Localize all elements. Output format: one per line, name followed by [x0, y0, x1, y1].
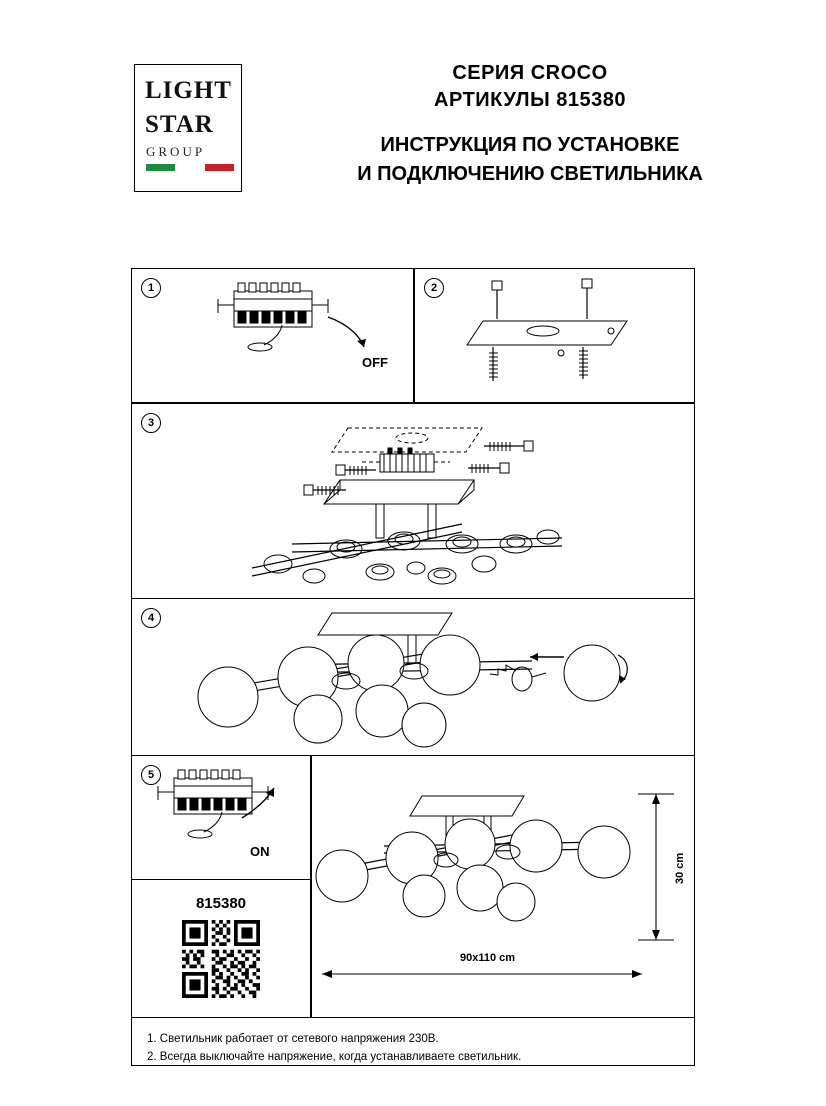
page-header [0, 48, 826, 208]
product-dimensions-illustration [312, 756, 696, 1019]
dimensions-cell [311, 755, 695, 1018]
step-5-badge: 5 [141, 765, 161, 785]
step-1-cell [131, 268, 414, 403]
instruction-title-line1: ИНСТРУКЦИЯ ПО УСТАНОВКЕ [380, 134, 680, 156]
product-code-cell [131, 879, 311, 1018]
qr-code [182, 920, 260, 998]
step-5-illustration [132, 756, 312, 881]
logo-text-group: GROUP [146, 144, 206, 159]
series-name: СЕРИЯ CROCO [452, 62, 608, 84]
article-number: АРТИКУЛЫ 815380 [434, 89, 626, 111]
svg-text:OFF: OFF [362, 355, 388, 370]
logo-text-star: STAR [145, 111, 214, 138]
step-1-illustration [132, 269, 415, 404]
step-2-illustration [415, 269, 696, 404]
step-2-badge: 2 [424, 278, 444, 298]
step-5-cell [131, 755, 311, 880]
step-3-illustration [132, 404, 696, 600]
svg-text:ON: ON [250, 844, 270, 859]
step-4-cell [131, 598, 695, 756]
step-1-badge: 1 [141, 278, 161, 298]
italian-flag-icon [146, 164, 234, 171]
title-block [250, 60, 810, 188]
logo-text-light: LIGHT [145, 77, 232, 104]
brand-logo [134, 64, 242, 192]
instruction-title-line2: И ПОДКЛЮЧЕНИЮ СВЕТИЛЬНИКА [357, 163, 703, 185]
step-4-badge: 4 [141, 608, 161, 628]
note-line-2: 2. Всегда выключайте напряжение, когда устанавливаете светильник. [147, 1051, 522, 1064]
vertical-dimension-label: 30 cm [674, 852, 686, 884]
diagram-frame [131, 268, 695, 1066]
step-2-cell [414, 268, 695, 403]
step-3-badge: 3 [141, 413, 161, 433]
product-code: 815380 [195, 895, 247, 912]
step-4-illustration [132, 599, 696, 757]
step-3-cell [131, 403, 695, 599]
horizontal-dimension-label: 90х110 cm [460, 952, 516, 964]
note-line-1: 1. Светильник работает от сетевого напряжения 230В. [147, 1033, 439, 1046]
notes-block [131, 1022, 695, 1067]
notes-cell [131, 1017, 695, 1067]
